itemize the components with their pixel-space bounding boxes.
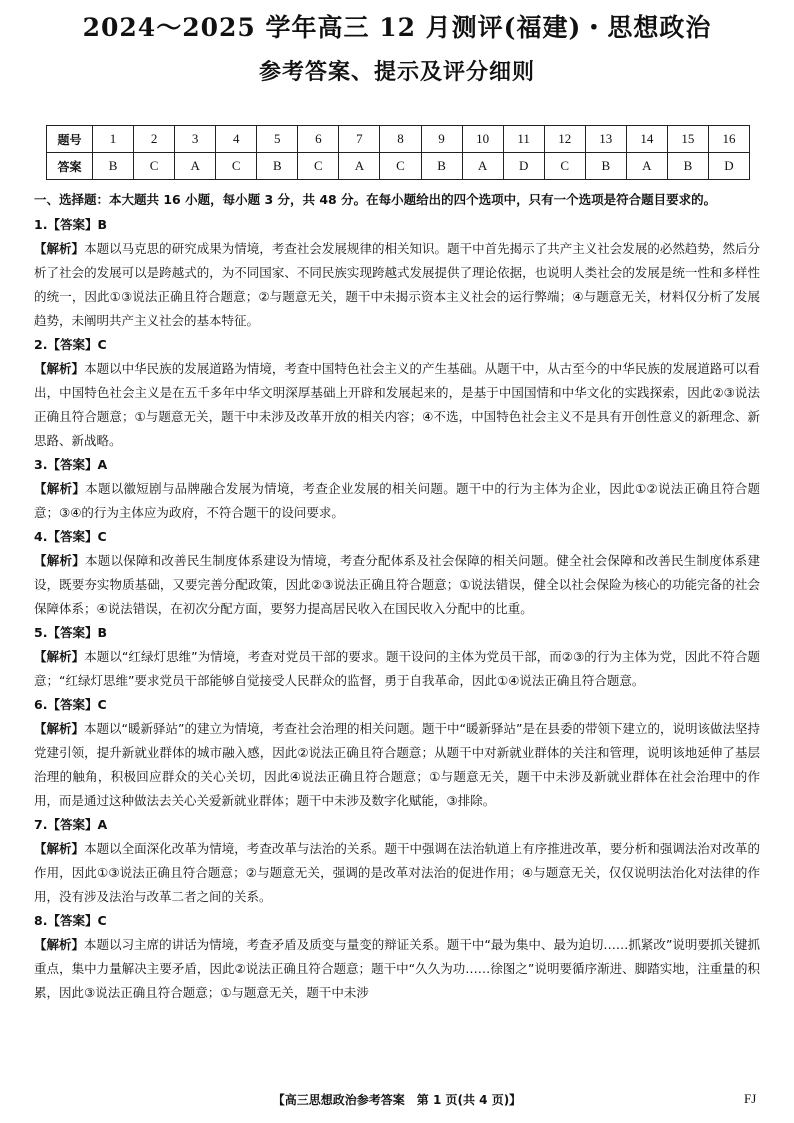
question-number-cell: 10	[462, 126, 503, 153]
analysis-text: 本题以“暖新驿站”的建立为情境，考查社会治理的相关问题。题干中“暖新驿站”是在县委的带领下建立的，说明该做法坚持党建引领，提升新就业群体的城市融入感，因此②说法正确且符合题意；从题干中对新就业群体的关注和管理，说明该地延伸了基层治理的触角，积极回应群众的关心关切，因此④说法正确且符合题意；①与题意无关，题干中未涉及新就业群体在社会治理中的作用，而是通过这种做法去关心关爱新就业群体；题干中未涉及数字化赋能，③排除。	[34, 721, 760, 808]
question-number-cell: 7	[339, 126, 380, 153]
page-title: 2024～2025 学年高三 12 月测评(福建)・思想政治	[82, 13, 712, 42]
answer-row	[47, 153, 750, 180]
question-number-row	[47, 126, 750, 153]
question-number-cell: 2	[134, 126, 175, 153]
item-analysis	[34, 477, 760, 525]
answer-cell: B	[667, 153, 708, 180]
answer-cell: B	[585, 153, 626, 180]
item-analysis	[34, 717, 760, 813]
item-answer: 4.【答案】C	[34, 529, 107, 544]
explanation-item	[34, 909, 760, 1005]
answer-cell: D	[708, 153, 749, 180]
explanation-item	[34, 453, 760, 525]
item-answer: 3.【答案】A	[34, 457, 108, 472]
analysis-text: 本题以全面深化改革为情境，考查改革与法治的关系。题干中强调在法治轨道上有序推进改革，要分析和强调法治对改革的作用，因此①③说法正确且符合题意；②与题意无关，强调的是改革对法治的促进作用；④与题意无关，仅仅说明法治化对法律的作用，没有涉及法治与改革二者之间的关系。	[34, 841, 760, 904]
answer-cell: C	[216, 153, 257, 180]
explanation-item	[34, 213, 760, 333]
analysis-tag: 【解析】	[34, 553, 85, 568]
answer-cell: A	[175, 153, 216, 180]
answer-cell: D	[503, 153, 544, 180]
question-number-cell: 3	[175, 126, 216, 153]
explanation-item	[34, 525, 760, 621]
answer-cell: C	[544, 153, 585, 180]
analysis-text: 本题以“红绿灯思维”为情境，考查对党员干部的要求。题干设问的主体为党员干部，而②③的行为主体为党，因此不符合题意；“红绿灯思维”要求党员干部能够自觉接受人民群众的监督，勇于自我革命，因此①④说法正确且符合题意。	[34, 649, 760, 688]
item-answer: 5.【答案】B	[34, 625, 107, 640]
question-number-cell: 13	[585, 126, 626, 153]
item-analysis	[34, 645, 760, 693]
question-number-cell: 1	[93, 126, 134, 153]
analysis-text: 本题以习主席的讲话为情境，考查矛盾及质变与量变的辩证关系。题干中“最为集中、最为迫切……抓紧改”说明要抓关键抓重点，集中力量解决主要矛盾，因此②说法正确且符合题意；题干中“久久为功……徐图之”说明要循序渐进、脚踏实地，注重量的积累，因此③说法正确且符合题意；①与题意无关，题干中未涉	[34, 937, 760, 1000]
explanations	[34, 188, 760, 1005]
analysis-tag: 【解析】	[34, 841, 85, 856]
item-analysis	[34, 933, 760, 1005]
answer-cell: C	[298, 153, 339, 180]
analysis-text: 本题以保障和改善民生制度体系建设为情境，考查分配体系及社会保障的相关问题。健全社会保障和改善民生制度体系建设，既要夯实物质基础，又要完善分配政策，因此②③说法正确且符合题意；①说法错误，健全以社会保险为核心的功能完备的社会保障体系；④说法错误，在初次分配方面，要努力提高居民收入在国民收入分配中的比重。	[34, 553, 760, 616]
answer-cell: A	[339, 153, 380, 180]
question-number-cell: 16	[708, 126, 749, 153]
item-analysis	[34, 357, 760, 453]
question-number-cell: 11	[503, 126, 544, 153]
item-answer: 8.【答案】C	[34, 913, 107, 928]
analysis-tag: 【解析】	[34, 721, 85, 736]
analysis-text: 本题以中华民族的发展道路为情境，考查中国特色社会主义的产生基础。从题干中，从古至今的中华民族的发展道路可以看出，中国特色社会主义是在五千多年中华文明深厚基础上开辟和发展起来的，是基于中国国情和中华文化的实践探索，因此②③说法正确且符合题意；①与题意无关，题干中未涉及改革开放的相关内容；④不选，中国特色社会主义不是具有开创性意义的新理念、新思路、新战略。	[34, 361, 760, 448]
answer-table	[46, 125, 750, 180]
answer-cell: C	[380, 153, 421, 180]
analysis-tag: 【解析】	[34, 481, 86, 496]
question-number-label: 题号	[47, 126, 93, 153]
question-number-cell: 4	[216, 126, 257, 153]
item-list	[34, 213, 760, 1005]
explanation-item	[34, 813, 760, 909]
item-answer: 6.【答案】C	[34, 697, 107, 712]
answer-cell: B	[257, 153, 298, 180]
explanation-item	[34, 621, 760, 693]
footer-region-code: FJ	[744, 1091, 757, 1106]
item-analysis	[34, 549, 760, 621]
item-analysis	[34, 237, 760, 333]
section-heading: 一、选择题：本大题共 16 小题，每小题 3 分，共 48 分。在每小题给出的四个选项中，只有一个选项是符合题目要求的。	[34, 192, 717, 207]
page-footer: 【高三思想政治参考答案 第 1 页(共 4 页)】	[272, 1093, 522, 1107]
question-number-cell: 14	[626, 126, 667, 153]
answer-cell: C	[134, 153, 175, 180]
answer-cell: B	[93, 153, 134, 180]
item-analysis	[34, 837, 760, 909]
item-answer: 7.【答案】A	[34, 817, 108, 832]
item-answer: 1.【答案】B	[34, 217, 107, 232]
item-answer: 2.【答案】C	[34, 337, 107, 352]
analysis-tag: 【解析】	[34, 361, 85, 376]
answer-label: 答案	[47, 153, 93, 180]
analysis-tag: 【解析】	[34, 241, 85, 256]
page-subtitle: 参考答案、提示及评分细则	[258, 59, 535, 85]
answer-cell: B	[421, 153, 462, 180]
question-number-cell: 5	[257, 126, 298, 153]
question-number-cell: 12	[544, 126, 585, 153]
analysis-text: 本题以马克思的研究成果为情境，考查社会发展规律的相关知识。题干中首先揭示了共产主义社会发展的必然趋势，然后分析了社会的发展可以是跨越式的，为不同国家、不同民族实现跨越式发展提供了理论依据，也说明人类社会的发展是统一性和多样性的统一，因此①③说法正确且符合题意；②与题意无关，题干中未揭示资本主义社会的运行弊端；④与题意无关，材料仅分析了发展趋势，未阐明共产主义社会的基本特征。	[34, 241, 760, 328]
analysis-tag: 【解析】	[34, 649, 85, 664]
answer-cell: A	[462, 153, 503, 180]
question-number-cell: 8	[380, 126, 421, 153]
explanation-item	[34, 333, 760, 453]
answer-cell: A	[626, 153, 667, 180]
analysis-text: 本题以徽短剧与品牌融合发展为情境，考查企业发展的相关问题。题干中的行为主体为企业，因此①②说法正确且符合题意；③④的行为主体应为政府，不符合题干的设问要求。	[34, 481, 760, 520]
explanation-item	[34, 693, 760, 813]
question-number-cell: 9	[421, 126, 462, 153]
question-number-cell: 6	[298, 126, 339, 153]
analysis-tag: 【解析】	[34, 937, 85, 952]
question-number-cell: 15	[667, 126, 708, 153]
